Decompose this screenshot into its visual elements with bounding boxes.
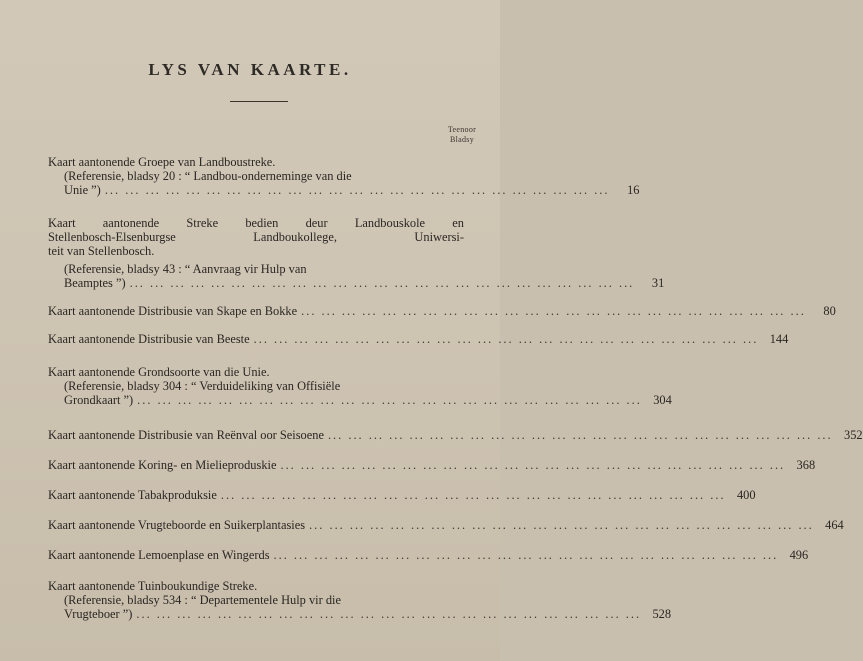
- entry-leader-line: [48, 607, 672, 621]
- dot-leader: ... ... ... ... ... ... ... ... ... ... ... ... ... ... ... ... ... ... ... ... ... ... ... ... ...: [220, 488, 726, 502]
- list-item: [48, 488, 756, 502]
- dot-leader: ... ... ... ... ... ... ... ... ... ... ... ... ... ... ... ... ... ... ... ... ... ... ... ... ...: [104, 183, 610, 197]
- page-number: 304: [653, 393, 672, 407]
- entry-text: Kaart aantonende Tabakproduksie: [48, 488, 217, 502]
- entry-text: Kaart aantonende Koring- en Mielieproduskie: [48, 458, 277, 472]
- entry-reference: (Referensie, bladsy 534 : “ Departementele Hulp vir die: [64, 593, 341, 607]
- list-item: [48, 579, 672, 621]
- dot-leader: ... ... ... ... ... ... ... ... ... ... ... ... ... ... ... ... ... ... ... ... ... ... ... ... ...: [327, 428, 833, 442]
- entry-reference-end: Unie ”): [64, 183, 101, 197]
- page-number: 16: [627, 183, 640, 197]
- entry-leader-line: [48, 276, 665, 290]
- entry-leader-line: [48, 488, 756, 502]
- page-title: LYS VAN KAARTE.: [148, 60, 352, 79]
- entry-reference-end: Grondkaart ”): [64, 393, 134, 407]
- page-number: 352: [844, 428, 863, 442]
- dot-leader: ... ... ... ... ... ... ... ... ... ... ... ... ... ... ... ... ... ... ... ... ... ... ... ... ...: [309, 518, 814, 532]
- list-item: [48, 428, 863, 442]
- entry-leader-line: [48, 304, 836, 318]
- column-header: [434, 125, 490, 145]
- entry-reference-end: Vrugteboer ”): [64, 607, 133, 621]
- page-number: 464: [825, 518, 844, 532]
- entry-leader-line: [48, 183, 640, 197]
- dot-leader: ... ... ... ... ... ... ... ... ... ... ... ... ... ... ... ... ... ... ... ... ... ... ... ... ...: [136, 607, 642, 621]
- dot-leader: ... ... ... ... ... ... ... ... ... ... ... ... ... ... ... ... ... ... ... ... ... ... ... ... ...: [253, 332, 759, 346]
- title-rule: [230, 101, 288, 102]
- page-number: 400: [736, 488, 756, 502]
- entry-text: Kaart aantonende Distribusie van Skape en Bokke: [48, 304, 298, 318]
- entry-heading-cont: teit van Stellenbosch.: [48, 244, 155, 258]
- entry-reference: (Referensie, bladsy 304 : “ Verduideliking van Offisiële: [64, 379, 341, 393]
- entry-text: Kaart aantonende Lemoenplase en Wingerds: [48, 548, 270, 562]
- entry-reference: (Referensie, bladsy 43 : “ Aanvraag vir Hulp van: [64, 262, 307, 276]
- list-item: [48, 458, 816, 472]
- list-item: [48, 365, 672, 407]
- entry-text: Kaart aantonende Vrugteboorde en Suikerplantasies: [48, 518, 306, 532]
- entry-reference: (Referensie, bladsy 20 : “ Landbou-onderneminge van die: [64, 169, 352, 183]
- entry-text: Kaart aantonende Distribusie van Beeste: [48, 332, 250, 346]
- list-item: [48, 332, 789, 346]
- entry-leader-line: [48, 393, 672, 407]
- list-item: [48, 548, 809, 562]
- entry-reference-end: Beamptes ”): [64, 276, 126, 290]
- page-number: 368: [796, 458, 816, 472]
- column-header-line1: Teenoor: [447, 125, 477, 134]
- dot-leader: ... ... ... ... ... ... ... ... ... ... ... ... ... ... ... ... ... ... ... ... ... ... ... ... ...: [129, 276, 635, 290]
- page-number: 31: [651, 276, 665, 290]
- page-number: 496: [789, 548, 809, 562]
- entry-heading-cont: Stellenbosch-Elsenburgse Landboukollege, Uniwersi-: [48, 230, 464, 244]
- entry-leader-line: [48, 518, 844, 532]
- list-item: [48, 518, 844, 532]
- list-item: [48, 216, 665, 290]
- entry-leader-line: [48, 428, 863, 442]
- page-number: 80: [823, 304, 836, 318]
- page-number: 144: [769, 332, 789, 346]
- entry-heading: Kaart aantonende Grondsoorte van die Unie.: [48, 365, 270, 379]
- list-item: [48, 155, 640, 197]
- entry-leader-line: [48, 548, 809, 562]
- entry-heading: Kaart aantonende Streke bedien deur Landbouskole en: [48, 216, 464, 230]
- dot-leader: ... ... ... ... ... ... ... ... ... ... ... ... ... ... ... ... ... ... ... ... ... ... ... ... ...: [273, 548, 779, 562]
- entry-text: Kaart aantonende Distribusie van Reënval oor Seisoene: [48, 428, 324, 442]
- entry-heading: Kaart aantonende Groepe van Landboustreke.: [48, 155, 276, 169]
- dot-leader: ... ... ... ... ... ... ... ... ... ... ... ... ... ... ... ... ... ... ... ... ... ... ... ... ...: [301, 304, 806, 318]
- entry-leader-line: [48, 332, 789, 346]
- entry-heading: Kaart aantonende Tuinboukundige Streke.: [48, 579, 258, 593]
- list-item: [48, 304, 836, 318]
- column-header-line2: Bladsy: [449, 135, 475, 144]
- entry-leader-line: [48, 458, 816, 472]
- page-number: 528: [652, 607, 672, 621]
- dot-leader: ... ... ... ... ... ... ... ... ... ... ... ... ... ... ... ... ... ... ... ... ... ... ... ... ...: [280, 458, 786, 472]
- dot-leader: ... ... ... ... ... ... ... ... ... ... ... ... ... ... ... ... ... ... ... ... ... ... ... ... ...: [137, 393, 642, 407]
